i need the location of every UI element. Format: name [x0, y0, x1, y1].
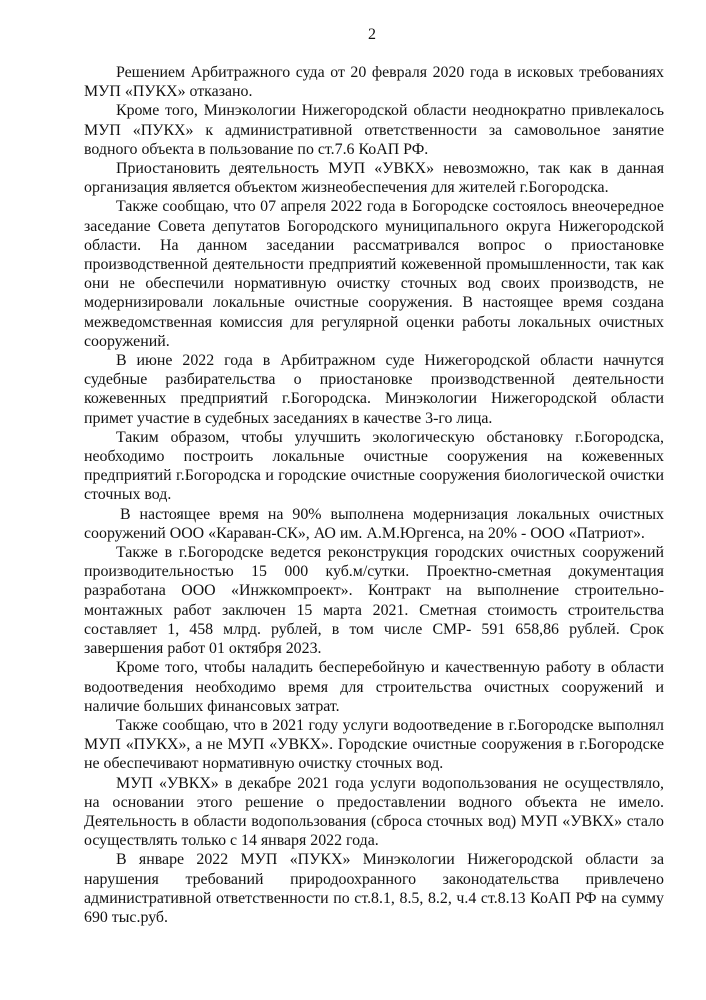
- paragraph-uvkh-water-use: МУП «УВКХ» в декабре 2021 года услуги водопользования не осуществляло, на основании этого решение о предоставлении водного объекта не имело. Деятельность в области водопользования (сброса сточных вод) МУП «УВКХ» стало осуществлять только с 14 января 2022 года.: [84, 774, 664, 850]
- paragraph-suspension-impossible: Приостановить деятельность МУП «УВКХ» невозможно, так как в данная организация является объектом жизнеобеспечения для жителей г.Богородска.: [84, 160, 664, 197]
- paragraph-administrative-liability: Кроме того, Минэкологии Нижегородской области неоднократно привлекалось МУП «ПУКХ» к административной ответственности за самовольное занятие водного объекта в пользование по ст.7.6 КоАП РФ.: [84, 102, 664, 158]
- paragraph-time-and-costs: Кроме того, чтобы наладить бесперебойную и качественную работу в области водоотведения необходимо время для строительства очистных сооружений и наличие больших финансовых затрат.: [84, 659, 664, 715]
- paragraph-modernization-progress: В настоящее время на 90% выполнена модернизация локальных очистных сооружений ООО «Караван-СК», АО им. А.М.Юргенса, на 20% - ООО «Патриот».: [84, 505, 664, 542]
- paragraph-council-meeting: Также сообщаю, что 07 апреля 2022 года в Богородске состоялось внеочередное заседание Совета депутатов Богородского муниципального округа Нижегородской области. На данном заседании рассматривался вопрос о приостановке производственной деятельности предприятий кожевенной промышленности, так как они не обеспечили нормативную очистку сточных вод своих производств, не модернизировали локальные очистные сооружения. В настоящее время создана межведомственная комиссия для регулярной оценки работы локальных очистных сооружений.: [84, 198, 664, 350]
- paragraph-january-penalty: В январе 2022 МУП «ПУКХ» Минэкологии Нижегородской области за нарушения требований природоохранного законодательства привлечено административной ответственности по ст.8.1, 8.5, 8.2, ч.4 ст.8.13 КоАП РФ на сумму 690 тыс.руб.: [84, 851, 664, 926]
- paragraph-arbitration-decision: Решением Арбитражного суда от 20 февраля 2020 года в исковых требованиях МУП «ПУКХ» отказано.: [84, 64, 664, 101]
- paragraph-conclusion: Таким образом, чтобы улучшить экологическую обстановку г.Богородска, необходимо построить локальные очистные сооружения на кожевенных предприятий г.Богородска и городские очистные сооружения биологической очистки сточных вод.: [84, 428, 664, 504]
- paragraph-court-proceedings: В июне 2022 года в Арбитражном суде Нижегородской области начнутся судебные разбирательства о приостановке производственной деятельности кожевенных предприятий г.Богородска. Минэкологии Нижегородской области примет участие в судебных заседаниях в качестве 3-го лица.: [84, 352, 664, 427]
- paragraph-reconstruction: Также в г.Богородске ведется реконструкция городских очистных сооружений производительностью 15 000 куб.м/сутки. Проектно-сметная документация разработана ООО «Инжкомпроект». Контракт на выполнение строительно-монтажных работ заключен 15 марта 2021. Сметная стоимость строительства составляет 1, 458 млрд. рублей, в том числе СМР- 591 658,86 рублей. Срок завершения работ 01 октября 2023.: [84, 544, 664, 658]
- document-body: [84, 63, 664, 927]
- page-number: 2: [368, 26, 376, 43]
- paragraph-2021-services: Также сообщаю, что в 2021 году услуги водоотведение в г.Богородске выполнял МУП «ПУКХ», а не МУП «УВКХ». Городские очистные сооружения в г.Богородске не обеспечивают нормативную очистку сточных вод.: [84, 716, 664, 773]
